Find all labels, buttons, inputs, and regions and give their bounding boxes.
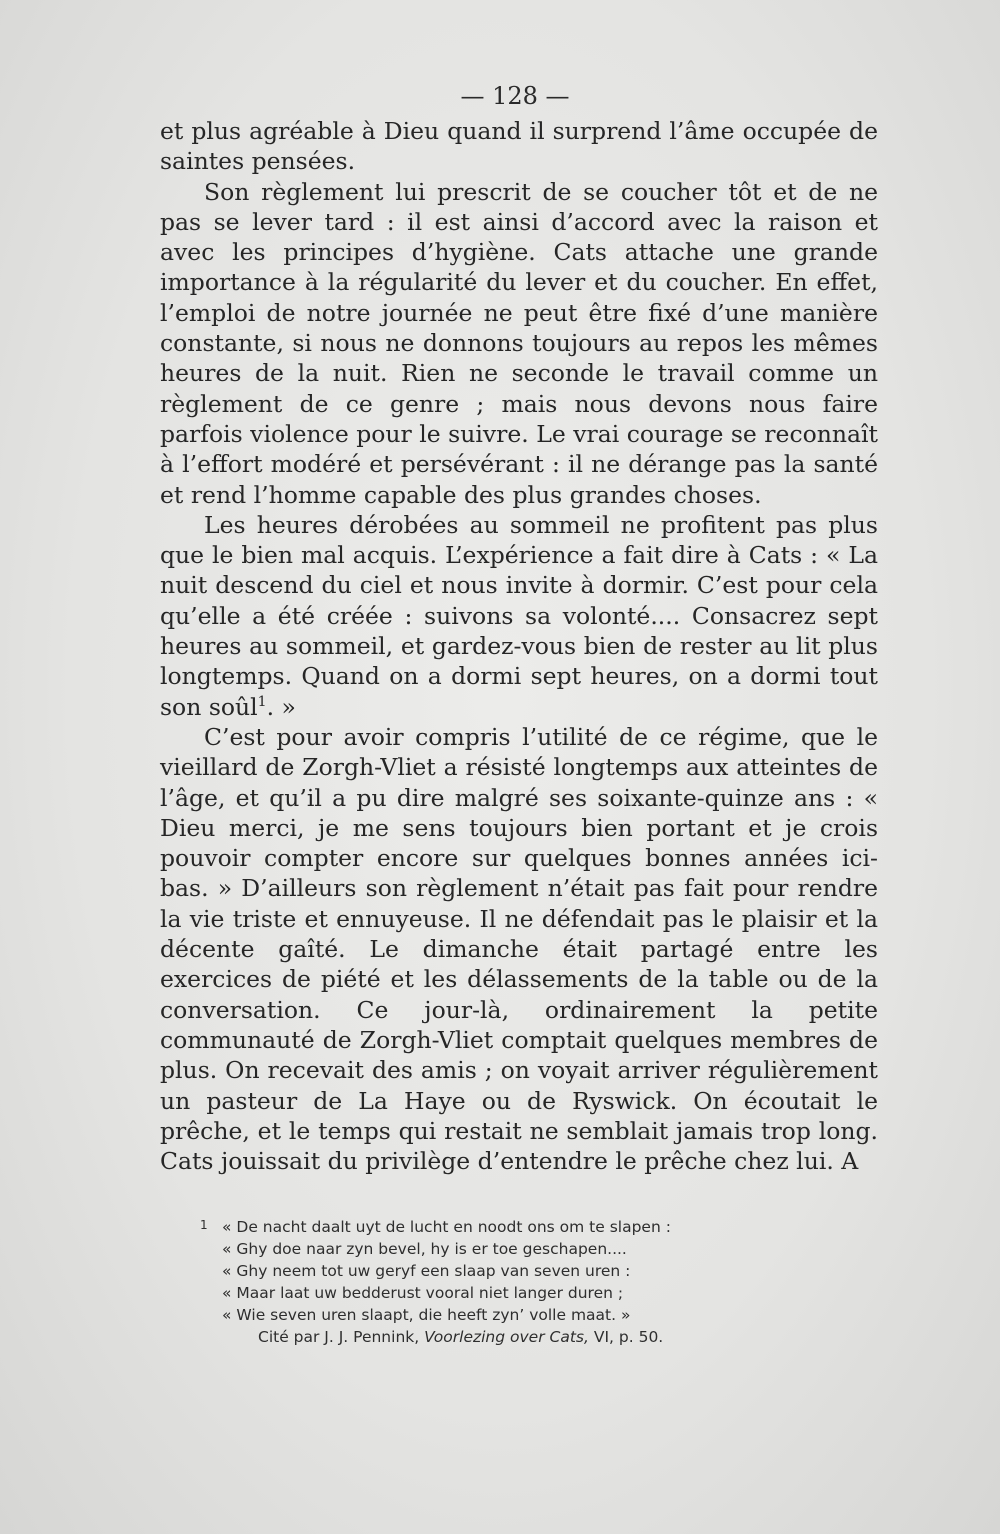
main-text [160, 116, 878, 1176]
paragraph [160, 510, 878, 722]
footnote-marker: 1 [200, 1218, 208, 1232]
footnote-line [200, 1282, 840, 1304]
footnote-verse: « Maar laat uw bedderust vooral niet langer duren ; [222, 1284, 624, 1302]
paragraph-text: Son règlement lui prescrit de se coucher tôt et de ne pas se lever tard : il est ainsi d’accord avec la raison et avec les principes d’hygiène. Cats attache une grande importance à la régularité du lever et du coucher. En effet, l’emploi de notre journée ne peut être fixé d’une manière constante, si nous ne donnons toujours au repos les mêmes heures de la nuit. Rien ne seconde le travail comme un règlement de ce genre ; mais nous devons nous faire parfois violence pour le suivre. Le vrai courage se reconnaît à l’effort modéré et persévérant : il ne dérange pas la santé et rend l’homme capable des plus grandes choses. [160, 177, 878, 509]
footnote-line [200, 1304, 840, 1326]
footnote-verse: « De nacht daalt uyt de lucht en noodt ons om te slapen : [222, 1218, 671, 1236]
footnote-reference[interactable]: 1 [257, 693, 267, 710]
footnote-verse: « Wie seven uren slaapt, die heeft zyn’ volle maat. » [222, 1306, 631, 1324]
footnote-line [200, 1238, 840, 1260]
paragraph-text: Les heures dérobées au sommeil ne profitent pas plus que le bien mal acquis. L’expérience a fait dire à Cats : « La nuit descend du ciel et nous invite à dormir. C’est pour cela qu’elle a été créée : suivons sa volonté.... Consacrez sept heures au sommeil, et gardez-vous bien de rester au lit plus longtemps. Quand on a dormi sept heures, on a dormi tout son soûl [160, 510, 878, 721]
paragraph [160, 116, 878, 177]
page-number: — 128 — [460, 82, 570, 110]
paragraph [160, 722, 878, 1176]
citation-suffix: VI, p. 50. [593, 1328, 664, 1346]
footnote-line [200, 1260, 840, 1282]
footnote-verse: « Ghy doe naar zyn bevel, hy is er toe geschapen.... [222, 1240, 627, 1258]
footnote-block [200, 1214, 840, 1348]
footnote-verse: « Ghy neem tot uw geryf een slaap van seven uren : [222, 1262, 631, 1280]
citation-prefix: Cité par J. J. Pennink, [258, 1328, 420, 1346]
paragraph-text: C’est pour avoir compris l’utilité de ce régime, que le vieillard de Zorgh-Vliet a résisté longtemps aux atteintes de l’âge, et qu’il a pu dire malgré ses soixante-quinze ans : « Dieu merci, je me sens toujours bien portant et je crois pouvoir compter encore sur quelques bonnes années ici-bas. » D’ailleurs son règlement n’était pas fait pour rendre la vie triste et ennuyeuse. Il ne défendait pas le plaisir et la décente gaîté. Le dimanche était partagé entre les exercices de piété et les délassements de la table ou de la conversation. Ce jour-là, ordinairement la petite communauté de Zorgh-Vliet comptait quelques membres de plus. On recevait des amis ; on voyait arriver régulièrement un pasteur de La Haye ou de Ryswick. On écoutait le prêche, et le temps qui restait ne semblait jamais trop long. Cats jouissait du privilège d’entendre le prêche chez lui. A [160, 722, 878, 1176]
footnote-citation [200, 1326, 840, 1348]
footnote-line [200, 1214, 840, 1238]
paragraph-text-tail: . » [266, 692, 296, 721]
citation-title: Voorlezing over Cats, [424, 1328, 589, 1346]
paragraph [160, 177, 878, 510]
paragraph-text: et plus agréable à Dieu quand il surprend l’âme occupée de saintes pensées. [160, 117, 878, 176]
